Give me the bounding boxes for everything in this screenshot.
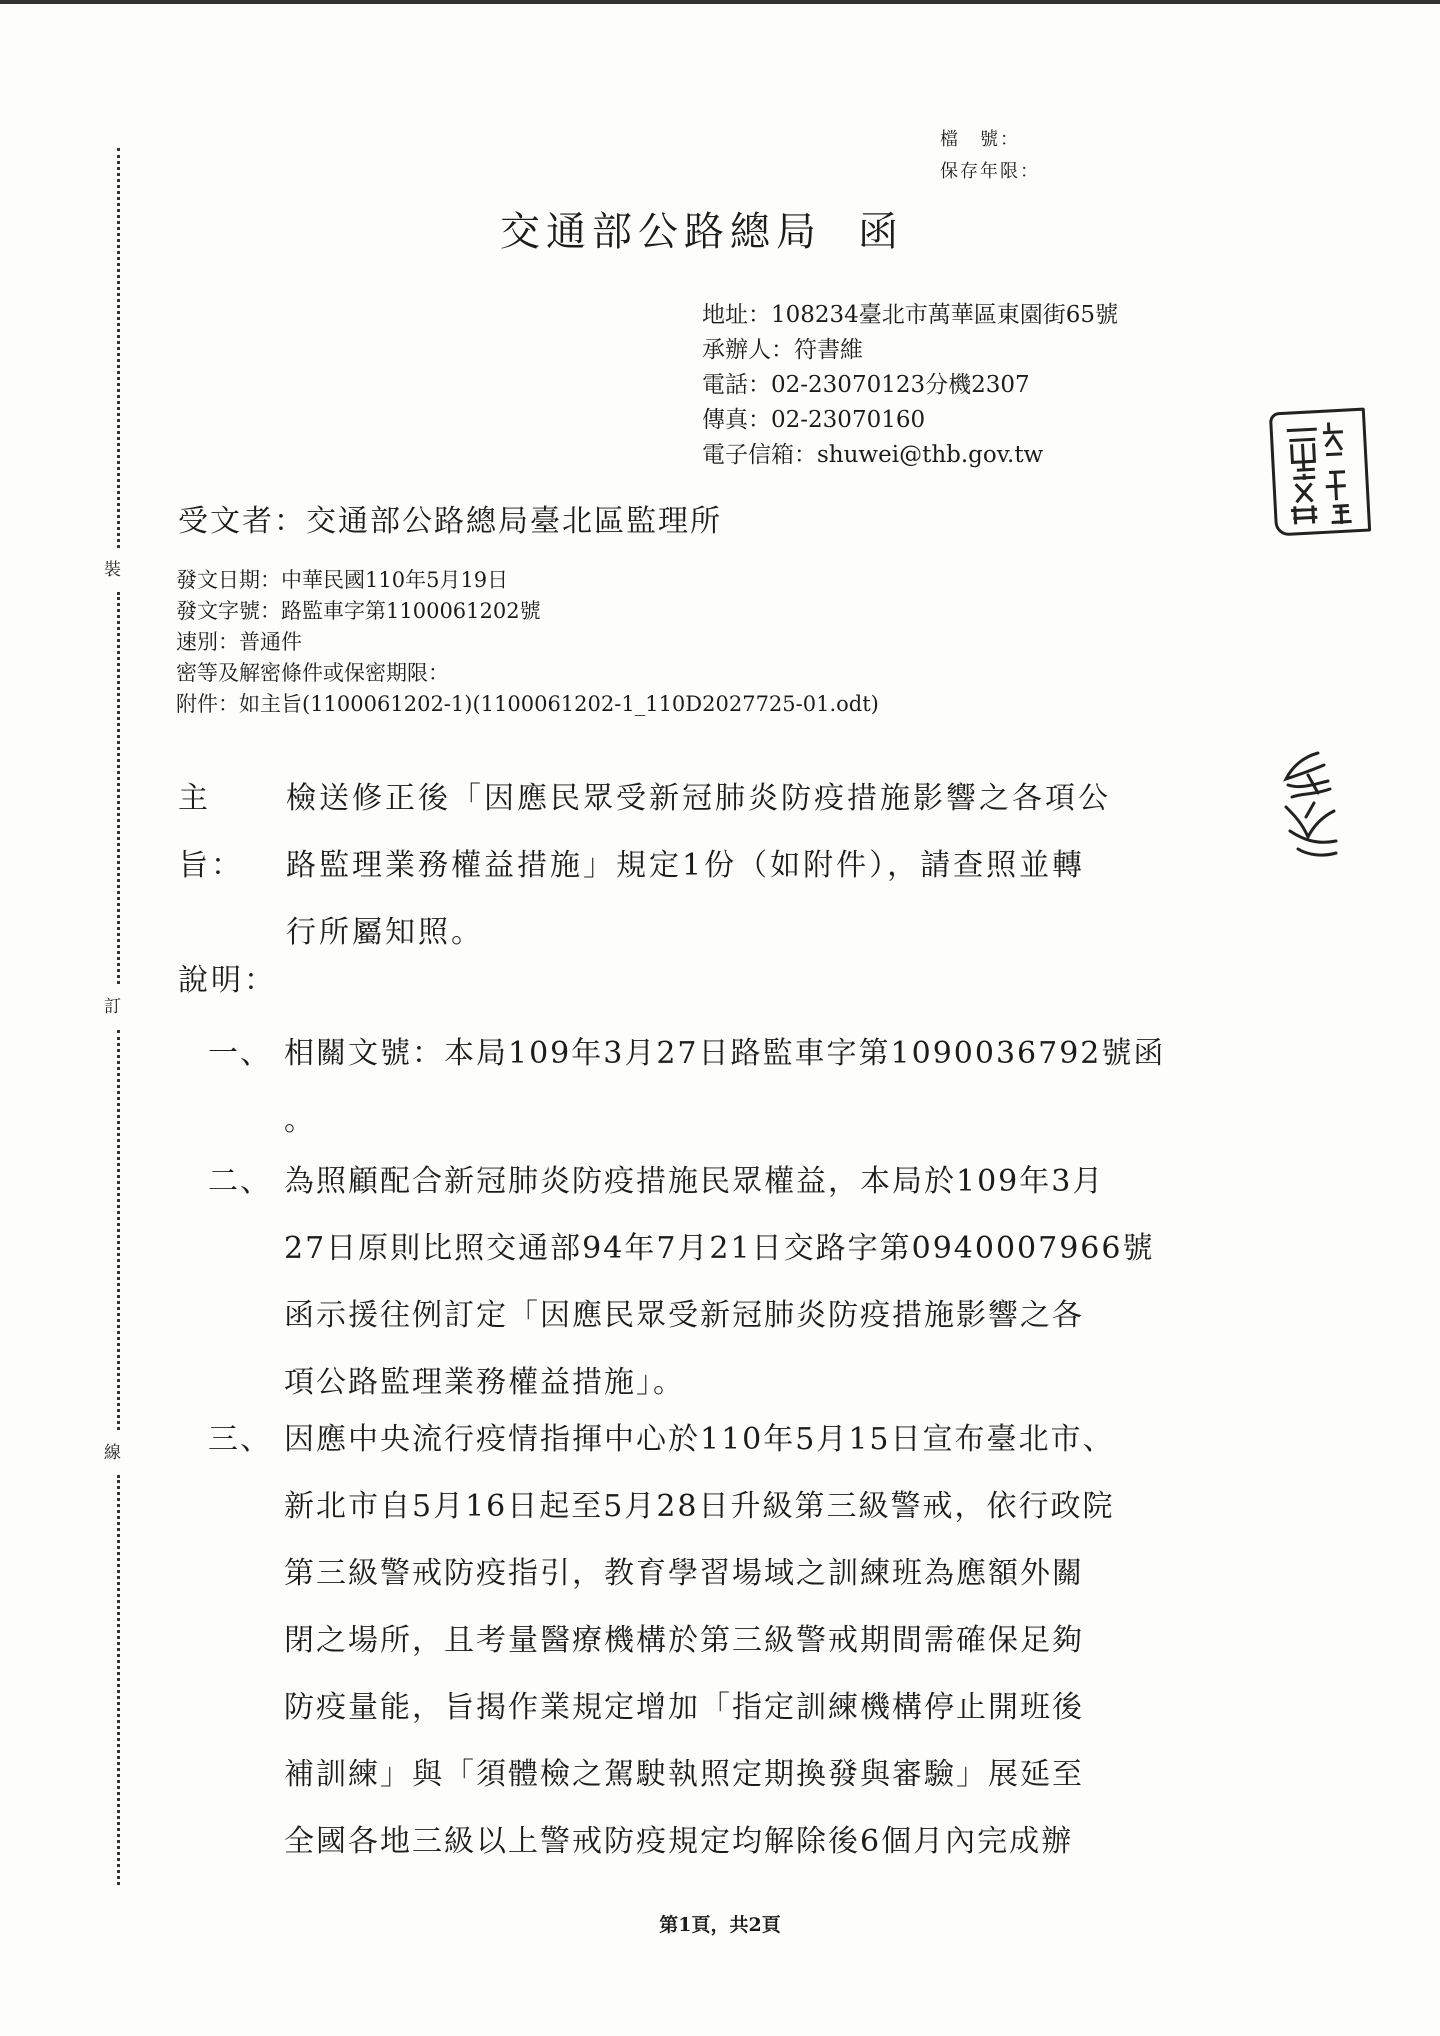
binding-dotted-line <box>117 592 120 984</box>
subject-line: 路監理業務權益措施」規定1份（如附件），請查照並轉 <box>286 848 1086 883</box>
item-number: 二、 <box>208 1164 272 1199</box>
document-type: 函 <box>858 209 904 255</box>
item-line: 新北市自5月16日起至5月28日升級第三級警戒，依行政院 <box>284 1489 1115 1524</box>
item-line: 函示援往例訂定「因應民眾受新冠肺炎防疫措施影響之各 <box>284 1298 1084 1333</box>
item-line: 相關文號：本局109年3月27日路監車字第1090036792號函 <box>284 1036 1166 1071</box>
secrecy-level: 密等及解密條件或保密期限： <box>176 661 449 685</box>
email: 電子信箱：shuwei@thb.gov.tw <box>702 442 1044 468</box>
binding-zhuang: 裝 <box>104 560 121 580</box>
subject-line: 行所屬知照。 <box>286 915 484 950</box>
scan-edge <box>0 0 1440 4</box>
binding-dotted-line <box>117 148 120 548</box>
item-line: 防疫量能，旨揭作業規定增加「指定訓練機構停止開班後 <box>284 1690 1084 1725</box>
agency-name: 交通部公路總局 <box>500 209 822 255</box>
item-line: 閉之場所，且考量醫療機構於第三級警戒期間需確保足夠 <box>284 1623 1084 1658</box>
address: 地址：108234臺北市萬華區東園街65號 <box>702 302 1119 328</box>
handler: 承辦人：符書維 <box>702 337 863 363</box>
item-line: 。 <box>284 1103 316 1138</box>
electronic-exchange-stamp <box>1269 408 1371 537</box>
item-line: 因應中央流行疫情指揮中心於110年5月15日宣布臺北市、 <box>284 1422 1115 1457</box>
page-footer: 第1頁，共2頁 <box>659 1914 781 1936</box>
item-line: 第三級警戒防疫指引，教育學習場域之訓練班為應額外關 <box>284 1556 1084 1591</box>
attachment: 附件：如主旨(1100061202-1)(1100061202-1_110D2027725-01.odt) <box>176 692 879 716</box>
item-line: 項公路監理業務權益措施」。 <box>284 1365 685 1400</box>
document-title <box>500 200 904 257</box>
phone: 電話：02-23070123分機2307 <box>702 372 1030 398</box>
handwritten-mark-icon <box>1278 745 1338 860</box>
contact-block <box>702 298 1118 473</box>
item-line: 全國各地三級以上警戒防疫規定均解除後6個月內完成辦 <box>284 1824 1074 1859</box>
item-line: 27日原則比照交通部94年7月21日交路字第0940007966號 <box>284 1231 1155 1266</box>
binding-dotted-line <box>117 1030 120 1430</box>
item-line: 補訓練」與「須體檢之駕駛執照定期換發與審驗」展延至 <box>284 1757 1084 1792</box>
explanation-label: 說明： <box>178 963 277 998</box>
file-number-label: 檔 號： <box>940 129 1020 150</box>
subject-line: 檢送修正後「因應民眾受新冠肺炎防疫措施影響之各項公 <box>286 781 1111 816</box>
subject-label: 主旨： <box>178 781 244 883</box>
item-number: 一、 <box>208 1036 272 1071</box>
retention-label: 保存年限： <box>940 161 1040 182</box>
fax: 傳真：02-23070160 <box>702 407 926 433</box>
item-line: 為照顧配合新冠肺炎防疫措施民眾權益，本局於109年3月 <box>284 1164 1105 1199</box>
binding-ding: 訂 <box>104 997 121 1017</box>
binding-xian: 線 <box>104 1443 121 1463</box>
issue-date: 發文日期：中華民國110年5月19日 <box>176 568 509 592</box>
archive-info <box>940 124 1040 188</box>
recipient: 受文者：交通部公路總局臺北區監理所 <box>178 504 722 539</box>
document-meta <box>176 565 879 720</box>
reference-number: 發文字號：路監車字第1100061202號 <box>176 599 541 623</box>
stamp-glyphs-icon <box>1272 411 1368 534</box>
item-number: 三、 <box>208 1422 272 1457</box>
binding-dotted-line <box>117 1475 120 1885</box>
delivery-speed: 速別：普通件 <box>176 630 302 654</box>
